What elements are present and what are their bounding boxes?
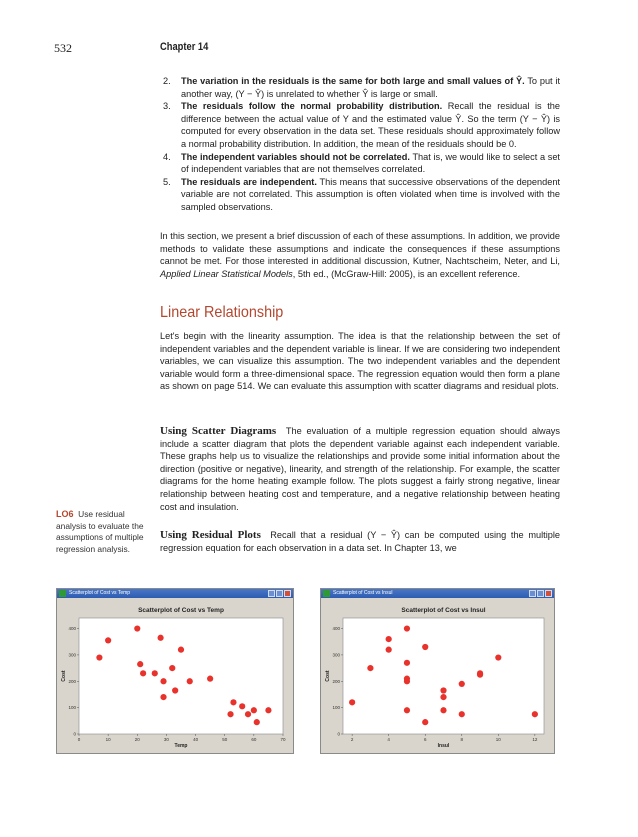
scatterplot-window-insul[interactable] — [320, 588, 555, 754]
data-point — [422, 644, 428, 650]
data-point — [227, 711, 233, 717]
assumption-list — [160, 75, 560, 214]
data-point — [160, 694, 166, 700]
data-point — [187, 678, 193, 684]
chart-title: Scatterplot of Cost vs Insul — [401, 607, 486, 614]
assumption-item — [160, 176, 560, 214]
data-point — [230, 699, 236, 705]
item-number: 4. — [163, 151, 171, 162]
item-number: 3. — [163, 101, 171, 112]
y-tick-label: 400 — [332, 626, 340, 632]
data-point — [422, 719, 428, 725]
x-tick-label: 70 — [280, 737, 286, 742]
x-axis-label: Insul — [437, 743, 450, 749]
data-point — [105, 637, 111, 643]
scatter-paragraph — [160, 425, 560, 513]
data-point — [404, 625, 410, 631]
x-tick-label: 60 — [251, 737, 257, 742]
item-number: 2. — [163, 76, 171, 86]
data-point — [254, 719, 260, 725]
scatter-heading: Using Scatter Diagrams — [160, 425, 277, 437]
y-axis-label: Cost — [325, 670, 331, 682]
data-point — [459, 681, 465, 687]
scatter-body: The evaluation of a multiple regression equation should always include a scatter diagram that plots the dependent variable against each independent variable. These graphs help us to visualize the relationships and provide some initial information about the direction (positive or negative), linearity, and strength of the relationship. For example, the scatter diagrams for the home heating example follow. The plots suggest a fairly strong negative, linear relationship between heating cost and temperature, and a negative relationship between heating cost and insulation. — [160, 426, 560, 512]
section-heading: Linear Relationship — [160, 304, 284, 321]
minimize-icon[interactable] — [529, 590, 536, 597]
y-tick-label: 0 — [337, 731, 340, 737]
data-point — [367, 665, 373, 671]
x-axis-label: Temp — [174, 743, 188, 749]
data-point — [152, 670, 158, 676]
data-point — [404, 678, 410, 684]
y-tick-label: 400 — [68, 626, 76, 632]
learning-objective — [56, 509, 146, 555]
data-point — [532, 711, 538, 717]
window-title: Scatterplot of Cost vs Insul — [333, 590, 393, 596]
data-point — [251, 707, 257, 713]
item-bold-text: The residuals follow the normal probability distribution. — [181, 101, 443, 112]
book-title: Applied Linear Statistical Models — [160, 268, 293, 279]
item-text: Recall the residual is the difference between the actual value of Y and the estimated value Ŷ. So the term (Y − Ŷ) is computed for every observation in the data set. These residuals should approximately follow a normal probability distribution. In addition, the mean of the residuals should be 0. — [181, 101, 560, 149]
data-point — [386, 636, 392, 642]
item-bold-text: The variation in the residuals is the same for both large and small values of Ŷ. — [181, 76, 525, 86]
assumption-item — [160, 151, 560, 176]
data-point — [440, 694, 446, 700]
scatterplot-window-temp[interactable] — [56, 588, 294, 754]
x-tick-label: 0 — [77, 737, 81, 742]
intro-text: In this section, we present a brief discussion of each of these assumptions. In addition, we provide methods to validate these assumptions and indicate the consequences if these assumptions cannot be met. For those interested in additional discussion, Kutner, Nachtscheim, Neter, and Li, — [160, 231, 560, 267]
maximize-icon[interactable] — [276, 590, 283, 597]
x-tick-label: 30 — [163, 737, 169, 742]
data-point — [404, 660, 410, 666]
y-tick-label: 200 — [68, 678, 76, 684]
window-titlebar[interactable] — [321, 589, 554, 598]
minitab-icon — [323, 590, 330, 597]
minimize-icon[interactable] — [268, 590, 275, 597]
intro-text-end: , 5th ed., (McGraw-Hill: 2005), is an excellent reference. — [292, 268, 521, 279]
y-tick-label: 100 — [332, 705, 340, 711]
data-point — [386, 647, 392, 653]
assumption-item — [160, 75, 560, 100]
y-axis-label: Cost — [61, 670, 67, 682]
minitab-icon — [59, 590, 66, 597]
x-tick-label: 4 — [387, 737, 390, 742]
data-point — [140, 670, 146, 676]
residual-paragraph — [160, 529, 560, 554]
data-point — [404, 707, 410, 713]
item-number: 5. — [163, 176, 171, 187]
y-tick-label: 300 — [332, 652, 340, 658]
x-tick-label: 10 — [495, 737, 501, 742]
close-icon[interactable] — [545, 590, 552, 597]
data-point — [245, 711, 251, 717]
window-titlebar[interactable] — [57, 589, 293, 598]
data-point — [265, 707, 271, 713]
data-point — [459, 711, 465, 717]
maximize-icon[interactable] — [537, 590, 544, 597]
linear-paragraph: Let's begin with the linearity assumption. The idea is that the relationship between the set of independent variables and the dependent variable is linear. If we are considering two independent variables, we can visualize this assumption. The two independent variables and the dependent variable would form a three-dimensional space. The regression equation would then form a plane as shown on page 514. We can evaluate this assumption with scatter diagrams and residual plots. — [160, 331, 560, 392]
x-tick-label: 8 — [460, 737, 464, 742]
y-tick-label: 100 — [68, 705, 76, 711]
x-tick-label: 50 — [222, 737, 228, 742]
item-text: To put it another way, (Y − Ŷ) is unrelated to whether Ŷ is large or small. — [181, 76, 560, 99]
y-tick-label: 200 — [332, 678, 340, 684]
data-point — [96, 654, 102, 660]
x-tick-label: 12 — [532, 737, 538, 742]
data-point — [349, 699, 355, 705]
intro-paragraph — [160, 230, 560, 280]
window-title: Scatterplot of Cost vs Temp — [69, 590, 131, 596]
item-bold-text: The independent variables should not be correlated. — [181, 151, 410, 162]
x-tick-label: 20 — [134, 737, 140, 742]
data-point — [178, 647, 184, 653]
x-tick-label: 40 — [193, 737, 199, 742]
data-point — [158, 635, 164, 641]
data-point — [440, 687, 446, 693]
data-point — [169, 665, 175, 671]
residual-heading: Using Residual Plots — [160, 529, 261, 541]
data-point — [137, 661, 143, 667]
item-bold-text: The residuals are independent. — [181, 176, 317, 187]
x-tick-label: 2 — [350, 737, 354, 742]
lo-text: Use residual analysis to evaluate the assumptions of multiple regression analysis. — [56, 509, 144, 554]
scatter-chart-insul — [323, 600, 552, 750]
assumption-item — [160, 100, 560, 150]
x-tick-label: 6 — [423, 737, 427, 742]
page-number: 532 — [54, 41, 72, 55]
data-point — [207, 676, 213, 682]
data-point — [495, 654, 501, 660]
plot-area — [343, 618, 544, 734]
y-tick-label: 300 — [68, 652, 76, 658]
y-tick-label: 0 — [73, 731, 76, 737]
close-icon[interactable] — [284, 590, 291, 597]
lo-tag: LO6 — [56, 509, 74, 519]
x-tick-label: 10 — [105, 737, 111, 742]
data-point — [477, 672, 483, 678]
data-point — [160, 678, 166, 684]
item-text: That is, we would like to select a set of independent variables that are not themselves correlated. — [181, 151, 560, 175]
data-point — [134, 625, 140, 631]
data-point — [172, 687, 178, 693]
chart-title: Scatterplot of Cost vs Temp — [138, 607, 224, 614]
plot-area — [79, 618, 283, 734]
chapter-label: Chapter 14 — [160, 41, 209, 53]
residual-body: Recall that a residual (Y − Ŷ) can be computed using the multiple regression equation for each observation in a data set. In Chapter 13, we — [160, 530, 561, 553]
scatter-chart-temp — [59, 600, 291, 750]
item-text: This means that successive observations of the dependent variable are not correlated. This assumption is often violated when time is involved with the sampled observations. — [181, 176, 561, 212]
data-point — [239, 703, 245, 709]
data-point — [440, 707, 446, 713]
